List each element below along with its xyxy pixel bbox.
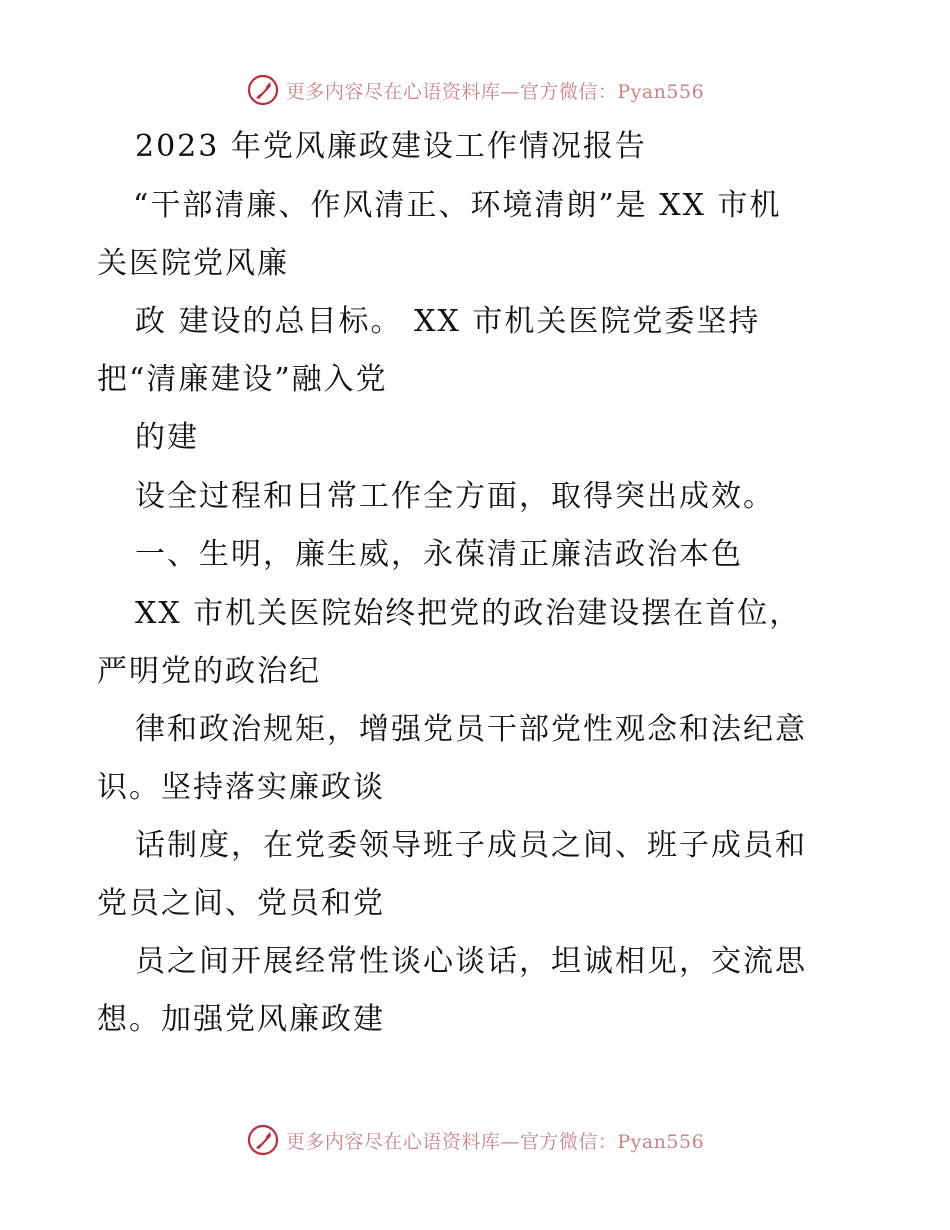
watermark-text: 更多内容尽在心语资料库—官方微信：Pyan556 bbox=[285, 80, 705, 103]
body-line: XX 市机关医院始终把党的政治建设摆在首位， bbox=[135, 596, 802, 631]
header-watermark bbox=[0, 70, 950, 110]
body-line: 把“清廉建设”融入党 bbox=[97, 362, 388, 397]
body-line: 的建 bbox=[135, 420, 199, 455]
body-line: “干部清廉、作风清正、环境清朗”是 XX 市机 bbox=[133, 188, 782, 223]
body-line: 关医院党风廉 bbox=[97, 246, 289, 281]
body-line: 员之间开展经常性谈心谈话，坦诚相见，交流思 bbox=[135, 944, 807, 979]
body-line: 识。坚持落实廉政谈 bbox=[97, 770, 385, 805]
quill-logo-icon bbox=[246, 73, 280, 107]
footer-watermark bbox=[0, 1120, 950, 1160]
body-line: 律和政治规矩，增强党员干部党性观念和法纪意 bbox=[135, 712, 807, 747]
watermark-text: 更多内容尽在心语资料库—官方微信：Pyan556 bbox=[285, 1130, 705, 1153]
body-line: 党员之间、党员和党 bbox=[97, 886, 385, 921]
body-line: 政 建设的总目标。 XX 市机关医院党委坚持 bbox=[135, 304, 761, 339]
quill-logo-icon bbox=[246, 1123, 280, 1157]
body-line: 严明党的政治纪 bbox=[97, 654, 321, 689]
body-line: 想。加强党风廉政建 bbox=[97, 1002, 385, 1037]
body-line: 话制度，在党委领导班子成员之间、班子成员和 bbox=[135, 828, 807, 863]
body-line: 设全过程和日常工作全方面，取得突出成效。 bbox=[135, 479, 775, 514]
section-heading: 一、生明，廉生威，永葆清正廉洁政治本色 bbox=[135, 537, 743, 572]
document-title: 2023 年党风廉政建设工作情况报告 bbox=[135, 129, 647, 164]
